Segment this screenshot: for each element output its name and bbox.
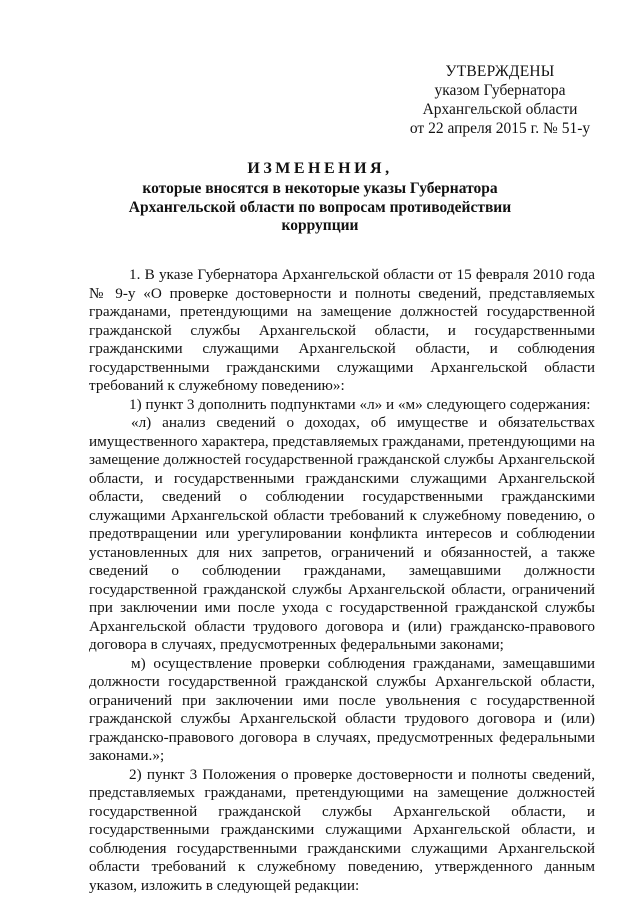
paragraph-2: 1) пункт 3 дополнить подпунктами «л» и «м» следующего содержания: xyxy=(129,395,591,413)
approval-line-3: от 22 апреля 2015 г. № 51-у xyxy=(409,120,591,137)
paragraph-5: 2) пункт 3 Положения о проверке достоверности и полноты сведений, представляемых гражданами, претендующими на замещение должностей государственной гражданской службы Архангельской области, и государственными гражданскими служащими Архангельской области, и соблюдения государственными гражданскими служащими Архангельской области требований к служебному поведению, утвержденного данным указом, изложить в следующей редакции: xyxy=(89,765,595,894)
approval-line-2: Архангельской области xyxy=(422,101,578,118)
document-title: ИЗМЕНЕНИЯ, xyxy=(247,160,393,177)
approval-block xyxy=(400,62,600,138)
approval-title: УТВЕРЖДЕНЫ xyxy=(445,63,555,80)
paragraph-4: м) осуществление проверки соблюдения гражданами, замещавшими должности государственной гражданской службы Архангельской области, ограничений при заключении ими после увольнения с государственной гражданской службы Архангельской области трудового договора и (или) гражданско-правового договора в случаях, предусмотренных федеральными законами.»; xyxy=(89,654,595,764)
paragraph-1: 1. В указе Губернатора Архангельской области от 15 февраля 2010 года № 9-у «О проверке достоверности и полноты сведений, представляемых гражданами, претендующими на замещение должностей государственной гражданской службы Архангельской области, и государственными гражданскими служащими Архангельской области, и соблюдения государственными гражданскими служащими Архангельской области требований к служебному поведению»: xyxy=(89,266,595,394)
document-heading xyxy=(0,158,640,236)
document-subtitle: которые вносятся в некоторые указы Губернатора Архангельской области по вопросам противодействии коррупции xyxy=(128,180,512,234)
paragraph-3: «л) анализ сведений о доходах, об имуществе и обязательствах имущественного характера, представляемых гражданами, претендующими на замещение должностей государственной гражданской службы Архангельской области, и государственными гражданскими служащими Архангельской области, сведений о соблюдении государственными гражданскими служащими Архангельской области требований к служебному поведению, о предотвращении или урегулировании конфликта интересов и соблюдении установленных для них запретов, ограничений и обязанностей, а также сведений о соблюдении гражданами, замещавшими должности государственной гражданской службы Архангельской области, ограничений при заключении ими после ухода с государственной гражданской службы Архангельской области трудового договора и (или) гражданско-правового договора в случаях, предусмотренных федеральными законами; xyxy=(89,414,595,653)
approval-line-1: указом Губернатора xyxy=(434,82,566,99)
document-body xyxy=(89,266,595,895)
